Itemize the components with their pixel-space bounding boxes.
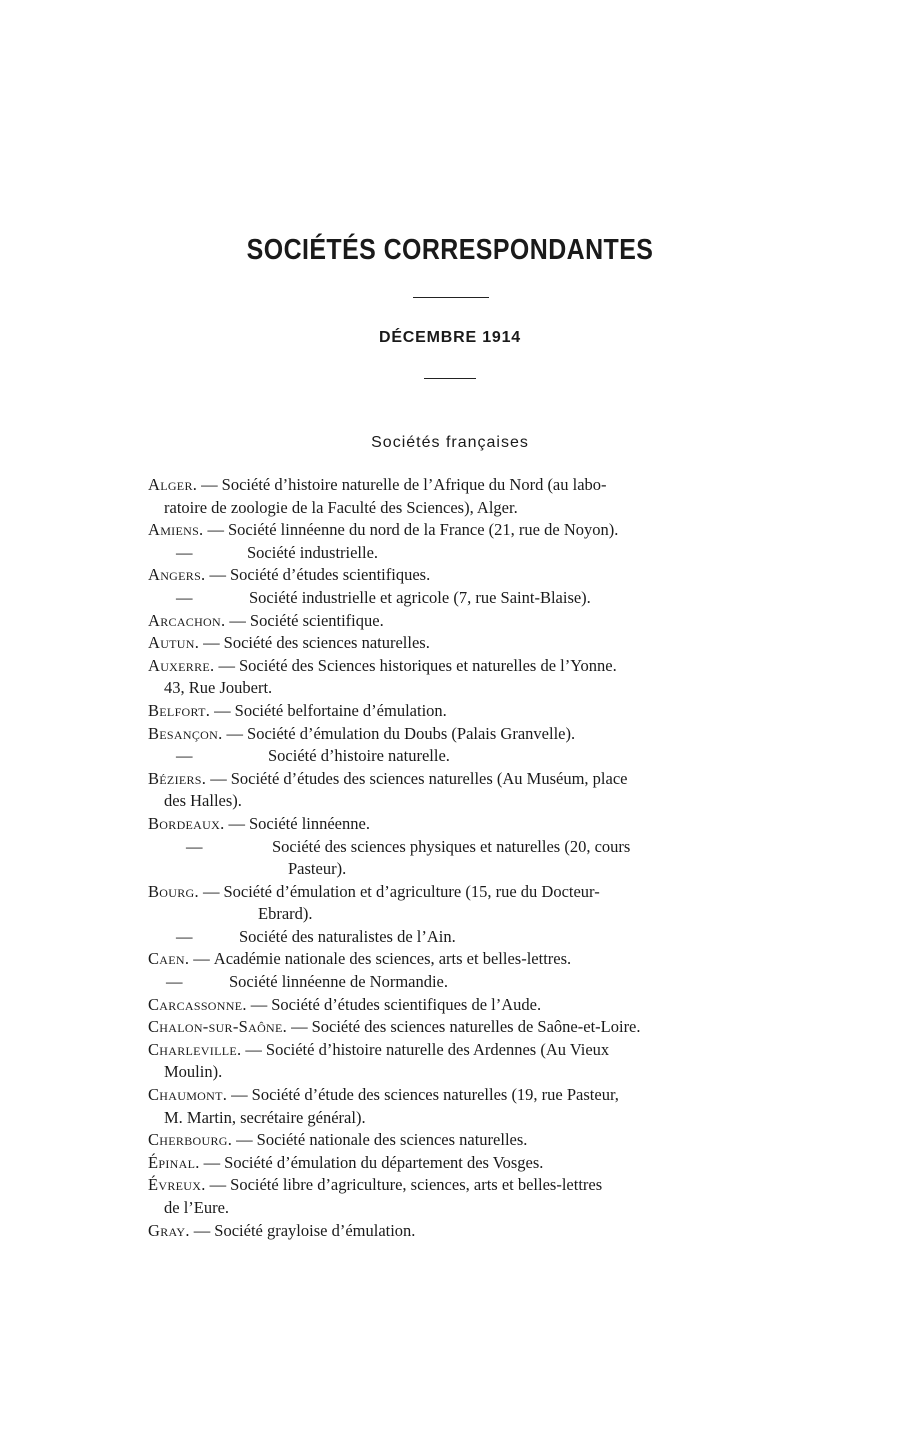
- entry-line: [148, 1129, 748, 1152]
- entry-separator: —: [210, 768, 227, 788]
- entry-text: Académie nationale des sciences, arts et belles-lettres.: [213, 949, 572, 969]
- entry-separator: —: [193, 1220, 211, 1240]
- entry-text: Société industrielle et agricole (7, rue Saint-Blaise).: [249, 587, 591, 607]
- entry-line-ditto: [148, 745, 748, 768]
- entry-continuation: [148, 903, 748, 926]
- entry-place: Auxerre.: [148, 655, 215, 675]
- entry-separator: —: [291, 1017, 308, 1037]
- entry-text: Société d’émulation du Doubs (Palais Granvelle).: [247, 723, 576, 743]
- entry-text: M. Martin, secrétaire général).: [164, 1107, 366, 1127]
- entry-place: Gray.: [148, 1220, 190, 1240]
- entry-place: Charleville.: [148, 1039, 242, 1059]
- entry-place: Cherbourg.: [148, 1130, 233, 1150]
- entry-line: [148, 1152, 748, 1175]
- entry-place: Chaumont.: [148, 1085, 228, 1105]
- entry-text: Société belfortaine d’émulation.: [234, 700, 447, 720]
- ditto-dash: —: [186, 836, 203, 856]
- entry-place: Arcachon.: [148, 610, 226, 630]
- entry-separator: —: [203, 633, 220, 653]
- entry-separator: —: [236, 1130, 253, 1150]
- entry-line-ditto: [148, 926, 748, 949]
- entry-text: Société libre d’agriculture, sciences, arts et belles-lettres: [230, 1175, 603, 1195]
- entry-place: Bourg.: [148, 881, 199, 901]
- entry-separator: —: [209, 1175, 227, 1195]
- entry-text: Société d’histoire naturelle des Ardennes (Au Vieux: [265, 1039, 610, 1059]
- date-heading: DÉCEMBRE 1914: [378, 329, 521, 346]
- entry-line: [148, 1039, 748, 1062]
- entry-line: [148, 632, 748, 655]
- entry-text: Société d’étude des sciences naturelles (19, rue Pasteur,: [251, 1085, 619, 1105]
- entry-separator: —: [207, 520, 224, 540]
- entry-line-ditto: [148, 542, 748, 565]
- entry-line-ditto: [148, 971, 748, 994]
- entry-place: Béziers.: [148, 768, 207, 788]
- entry-text: Société des sciences naturelles.: [223, 633, 430, 653]
- entry-separator: —: [229, 610, 246, 630]
- entry-place: Carcassonne.: [148, 994, 247, 1014]
- entry-text: Société linnéenne.: [249, 813, 370, 833]
- entry-line: [148, 700, 748, 723]
- entry-continuation: [148, 677, 748, 700]
- entry-place: Bordeaux.: [148, 813, 225, 833]
- entry-line: [148, 948, 748, 971]
- entry-place: Caen.: [148, 949, 190, 969]
- entry-separator: —: [193, 949, 210, 969]
- entry-continuation: [148, 790, 748, 813]
- entry-place: Besançon.: [148, 723, 223, 743]
- entry-text: Moulin).: [164, 1062, 223, 1082]
- entry-place: Amiens.: [148, 520, 204, 540]
- entry-text: Société nationale des sciences naturelles.: [256, 1130, 528, 1150]
- entry-line-ditto: [148, 836, 748, 859]
- entry-line: [148, 655, 748, 678]
- entry-line: [148, 610, 748, 633]
- entry-text: Société d’études scientifiques de l’Aude.: [271, 994, 542, 1014]
- entry-line: [148, 768, 748, 791]
- entry-line: [148, 1084, 748, 1107]
- entry-separator: —: [203, 1152, 221, 1172]
- entry-continuation: [148, 1061, 748, 1084]
- entry-separator: —: [202, 881, 220, 901]
- entry-text: Société des naturalistes de l’Ain.: [239, 926, 456, 946]
- entry-place: Épinal.: [148, 1152, 200, 1172]
- entry-separator: —: [228, 813, 245, 833]
- entry-text: Société d’histoire naturelle.: [268, 746, 450, 766]
- entry-line-ditto: [148, 587, 748, 610]
- entry-text: Société linnéenne de Normandie.: [229, 972, 449, 992]
- entry-place: Belfort.: [148, 700, 211, 720]
- entry-continuation: [148, 858, 748, 881]
- entry-separator: —: [226, 723, 244, 743]
- entry-line: [148, 1174, 748, 1197]
- entry-place: Évreux.: [148, 1175, 206, 1195]
- entry-place: Chalon-sur-Saône.: [148, 1017, 288, 1037]
- entry-separator: —: [245, 1039, 262, 1059]
- entry-line: [148, 564, 748, 587]
- ditto-dash: —: [176, 926, 193, 946]
- entry-separator: —: [250, 994, 268, 1014]
- entry-text: Société d’émulation et d’agriculture (15, rue du Docteur-: [223, 881, 600, 901]
- entry-text: Pasteur).: [288, 859, 347, 879]
- entry-place: Angers.: [148, 565, 206, 585]
- entry-separator: —: [209, 565, 226, 585]
- entry-text: Société d’émulation du département des Vosges.: [224, 1152, 544, 1172]
- title-rule: [413, 297, 489, 298]
- entry-text: Société grayloise d’émulation.: [214, 1220, 416, 1240]
- entry-separator: —: [201, 475, 218, 494]
- ditto-dash: —: [176, 746, 193, 766]
- entry-line: [148, 519, 748, 542]
- society-list: [148, 474, 748, 1242]
- entry-text: Société linnéenne du nord de la France (21, rue de Noyon).: [227, 520, 619, 540]
- entry-text: Ebrard).: [258, 904, 313, 924]
- entry-separator: —: [231, 1085, 248, 1105]
- entry-text: Société d’histoire naturelle de l’Afrique du Nord (au labo-: [221, 475, 607, 494]
- entry-line: [148, 881, 748, 904]
- entry-text: Société des sciences physiques et naturelles (20, cours: [272, 836, 631, 856]
- ditto-dash: —: [166, 972, 183, 992]
- entry-line: [148, 723, 748, 746]
- entry-text: de l’Eure.: [164, 1198, 230, 1217]
- entry-continuation: [148, 1107, 748, 1130]
- entry-text: Société d’études des sciences naturelles (Au Muséum, place: [230, 768, 628, 788]
- entry-continuation: [148, 497, 748, 520]
- entry-text: des Halles).: [164, 791, 242, 811]
- ditto-dash: —: [176, 542, 193, 562]
- entry-text: Société scientifique.: [249, 610, 384, 630]
- entry-place: Alger.: [148, 475, 198, 494]
- entry-line: [148, 474, 748, 497]
- entry-continuation: [148, 1197, 748, 1220]
- entry-text: Société industrielle.: [247, 542, 379, 562]
- entry-line: [148, 813, 748, 836]
- section-title: Sociétés françaises: [371, 434, 529, 451]
- entry-line: [148, 994, 748, 1017]
- entry-text: ratoire de zoologie de la Faculté des Sciences), Alger.: [164, 497, 518, 517]
- entry-line: [148, 1220, 748, 1243]
- entry-text: Société d’études scientifiques.: [229, 565, 431, 585]
- entry-text: Société des sciences naturelles de Saône-et-Loire.: [311, 1017, 641, 1037]
- entry-line: [148, 1016, 748, 1039]
- entry-place: Autun.: [148, 633, 200, 653]
- date-rule: [424, 378, 476, 379]
- entry-separator: —: [214, 700, 231, 720]
- entry-separator: —: [218, 655, 235, 675]
- entry-text: Société des Sciences historiques et naturelles de l’Yonne.: [238, 655, 617, 675]
- entry-text: 43, Rue Joubert.: [164, 678, 273, 698]
- ditto-dash: —: [176, 587, 193, 607]
- page-title: SOCIÉTÉS CORRESPONDANTES: [246, 234, 654, 266]
